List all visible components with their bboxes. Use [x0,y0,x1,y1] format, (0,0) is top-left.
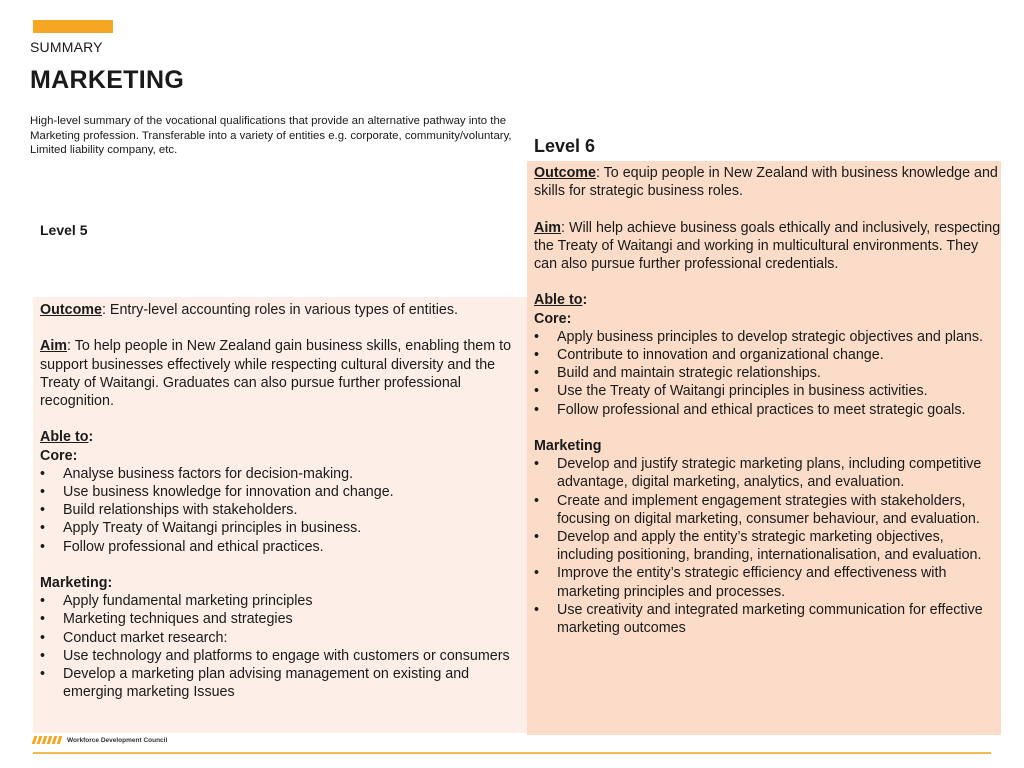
list-item: • Apply fundamental marketing principles [40,592,527,610]
level6-able-colon: : [582,292,588,309]
level6-core-list [534,328,1001,419]
list-item: • Follow professional and ethical practices. [40,538,527,556]
footer-logo-text: Workforce Development Council [67,736,168,744]
level6-panel [527,161,1001,735]
footer-divider [33,752,991,754]
level5-aim-text: : To help people in New Zealand gain business skills, enabling them to support businesses effectively while respecting cultural diversity and the Treaty of Waitangi. Graduates can also pursue further professional recognition. [40,338,512,409]
level6-marketing-label: Marketing [534,438,602,454]
list-item: • Use creativity and integrated marketing communication for effective marketing outcomes [534,601,1001,637]
section-label: SUMMARY [30,39,103,55]
list-item: • Develop and apply the entity’s strategic marketing objectives, including positioning, branding, internationalisation, and evaluation. [534,528,1001,564]
level6-outcome-label: Outcome [534,165,596,181]
level5-able-to [40,428,527,446]
level5-marketing-label: Marketing: [40,575,113,591]
list-item: • Use technology and platforms to engage with customers or consumers [40,647,527,665]
list-item: • Develop a marketing plan advising management on existing and emerging marketing Issues [40,665,527,701]
level5-able-colon: : [88,429,94,446]
list-item: • Analyse business factors for decision-making. [40,465,527,483]
level6-outcome [534,164,1001,200]
level5-aim-label: Aim [40,338,68,355]
list-item: • Follow professional and ethical practices to meet strategic goals. [534,401,1001,419]
level5-core-list [40,465,527,556]
level5-core-label: Core: [40,447,78,464]
accent-bar [33,20,113,33]
list-item: • Develop and justify strategic marketing plans, including competitive advantage, digital marketing, analytics, and evaluation. [534,455,1001,491]
footer-logo [33,736,167,744]
level6-heading: Level 6 [534,136,596,156]
wdc-logo-icon [33,736,61,744]
list-item: • Improve the entity’s strategic efficiency and effectiveness with marketing principles and processes. [534,564,1001,600]
list-item: • Contribute to innovation and organizational change. [534,346,1001,364]
level5-marketing-list [40,592,527,701]
level5-aim [40,337,527,410]
level6-aim [534,219,1001,274]
list-item: • Conduct market research: [40,629,527,647]
level5-able-label: Able to [40,429,89,446]
level5-outcome-label: Outcome [40,302,102,318]
level6-aim-label: Aim [534,219,562,236]
level5-panel [33,297,527,733]
level6-able-label: Able to [534,292,583,309]
level6-aim-text: : Will help achieve business goals ethically and inclusively, respecting the Treaty of Waitangi and working in multicultural environments. They can also pursue further professional credentials. [534,219,1001,272]
list-item: • Use the Treaty of Waitangi principles in business activities. [534,382,1001,400]
list-item: • Build and maintain strategic relationships. [534,364,1001,382]
level6-able-to [534,291,1001,309]
level6-marketing-list [534,455,1001,637]
list-item: • Use business knowledge for innovation and change. [40,483,527,501]
level6-outcome-text: : To equip people in New Zealand with business knowledge and skills for strategic business roles. [534,165,998,200]
list-item: • Create and implement engagement strategies with stakeholders, focusing on digital marketing, consumer behaviour, and evaluation. [534,492,1001,528]
list-item: • Apply Treaty of Waitangi principles in business. [40,519,527,537]
list-item: • Marketing techniques and strategies [40,610,527,628]
page-title: MARKETING [30,66,185,94]
level5-outcome-text: : Entry-level accounting roles in various types of entities. [101,302,458,318]
intro-text: High-level summary of the vocational qualifications that provide an alternative pathway into the Marketing profession. Transferable into a variety of entities e.g. corporate, community/voluntary, Limited liability company, etc. [30,115,512,156]
level5-heading: Level 5 [40,222,88,238]
level5-outcome [40,301,527,319]
level6-core-label: Core: [534,310,572,327]
list-item: • Apply business principles to develop strategic objectives and plans. [534,328,1001,346]
list-item: • Build relationships with stakeholders. [40,501,527,519]
